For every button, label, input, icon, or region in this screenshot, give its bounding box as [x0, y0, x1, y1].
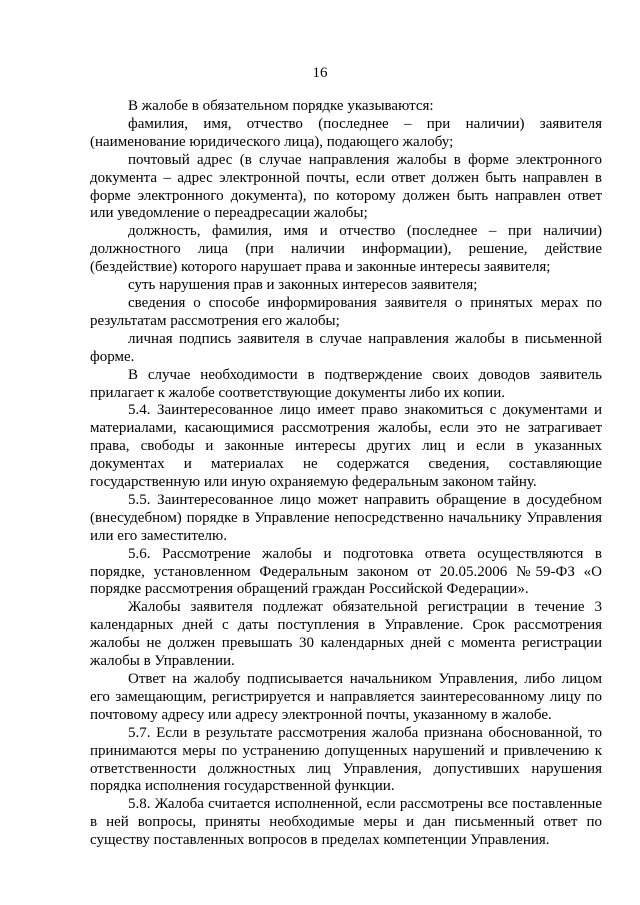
paragraph: сведения о способе информирования заявителя о принятых мерах по результатам рассмотрения его жалобы;	[90, 294, 602, 329]
paragraph: Ответ на жалобу подписывается начальником Управления, либо лицом его замещающим, регистрируется и направляется заинтересованному лицу по почтовому адресу или адресу электронной почты, указанному в жалобе.	[90, 671, 602, 723]
paragraph: должность, фамилия, имя и отчество (последнее – при наличии) должностного лица (при наличии информации), решение, действие (бездействие) которого нарушает права и законные интересы заявителя;	[90, 223, 602, 276]
paragraph: суть нарушения прав и законных интересов заявителя;	[128, 277, 478, 294]
paragraph: 5.4. Заинтересованное лицо имеет право знакомиться с документами и материалами, касающимися рассмотрения жалобы, если это не затрагивает права, свободы и законные интересы других лиц и если в указанных документах и материалах не содержатся сведения, составляющие государственную или иную охраняемую федеральным законом тайну.	[90, 402, 602, 491]
paragraph: личная подпись заявителя в случае направления жалобы в письменной форме.	[90, 330, 602, 365]
paragraph: почтовый адрес (в случае направления жалобы в форме электронного документа – адрес электронной почты, если ответ должен быть направлен в форме электронного документа), по которому должен быть направлен ответ или уведомление о переадресации жалобы;	[90, 151, 602, 222]
paragraph: Жалобы заявителя подлежат обязательной регистрации в течение 3 календарных дней с даты поступления в Управление. Срок рассмотрения жалобы не должен превышать 30 календарных дней с момента регистрации жалобы в Управлении.	[90, 599, 602, 670]
paragraph: 5.6. Рассмотрение жалобы и подготовка ответа осуществляются в порядке, установленном Федеральным законом от 20.05.2006 №59-ФЗ «О порядке рассмотрения обращений граждан Российской Федерации».	[90, 545, 602, 598]
page-number: 16	[312, 65, 328, 81]
document-body	[90, 98, 602, 850]
paragraph: 5.7. Если в результате рассмотрения жалоба признана обоснованной, то принимаются меры по устранению допущенных нарушений и привлечению к ответственности должностных лиц Управления, допустивших нарушения порядка исполнения государственной функции.	[90, 724, 602, 795]
paragraph: В случае необходимости в подтверждение своих доводов заявитель прилагает к жалобе соответствующие документы либо их копии.	[90, 366, 602, 401]
paragraph: В жалобе в обязательном порядке указываются:	[128, 98, 434, 114]
paragraph: фамилия, имя, отчество (последнее – при наличии) заявителя (наименование юридического лица), подающего жалобу;	[90, 115, 602, 150]
paragraph: 5.5. Заинтересованное лицо может направить обращение в досудебном (внесудебном) порядке в Управление непосредственно начальнику Управления или его заместителю.	[90, 491, 602, 544]
paragraph: 5.8. Жалоба считается исполненной, если рассмотрены все поставленные в ней вопросы, приняты необходимые меры и дан письменный ответ по существу поставленных вопросов в пределах компетенции Управления.	[90, 796, 602, 849]
